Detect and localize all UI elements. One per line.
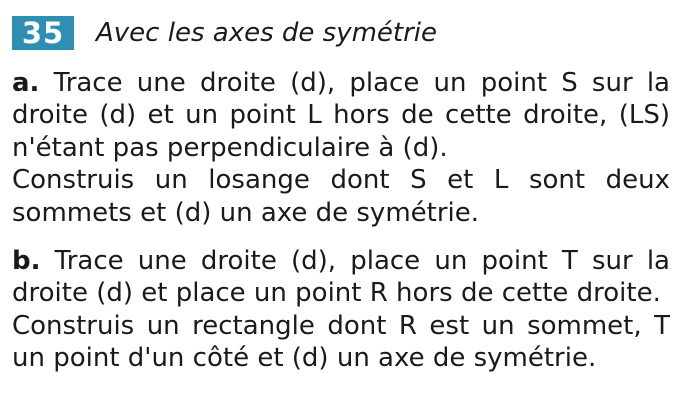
- exercise-title: Avec les axes de symétrie: [96, 18, 438, 48]
- exercise-content: [12, 67, 670, 375]
- exercise-number-badge: 35: [12, 16, 74, 50]
- part-b-letter: b.: [12, 246, 41, 277]
- part-a-letter: a.: [12, 68, 40, 98]
- part-a-instruction: [12, 67, 670, 164]
- part-b-text: Trace une droite (d), place un point T sur la droite (d) et place un point R hors de cette droite.: [12, 246, 670, 309]
- part-a-construction: Construis un losange dont S et L sont deux sommets et (d) un axe de symétrie.: [12, 165, 670, 228]
- part-b-construction: Construis un rectangle dont R est un sommet, T un point d'un côté et (d) un axe de symétrie.: [12, 310, 670, 374]
- part-a-text: Trace une droite (d), place un point S sur la droite (d) et un point L hors de cette droite, (LS) n'étant pas perpendiculaire à (d).: [12, 68, 670, 163]
- exercise-header: [12, 16, 437, 50]
- part-b-instruction: [12, 245, 670, 310]
